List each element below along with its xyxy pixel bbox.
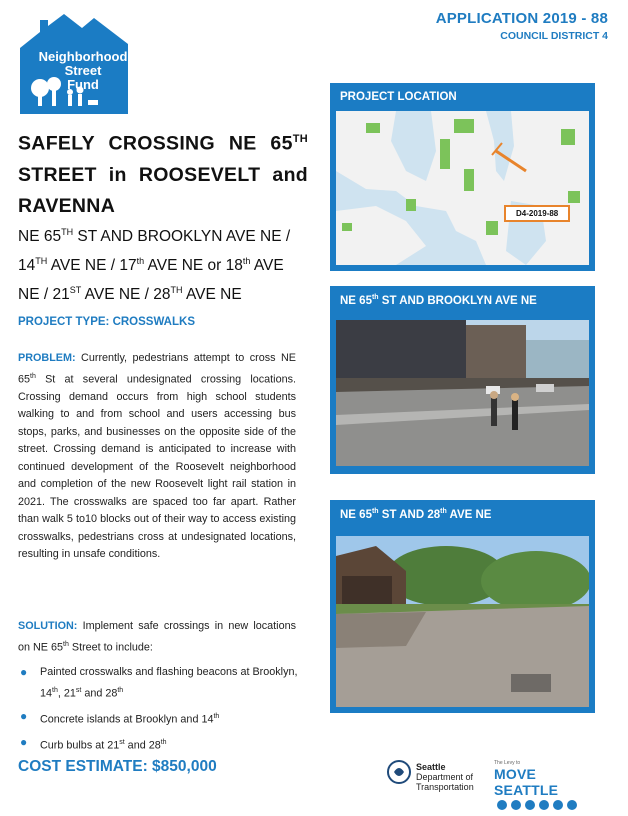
list-item — [18, 734, 298, 755]
list-item — [18, 708, 298, 729]
panel-title-sup: th — [440, 508, 447, 515]
project-type: PROJECT TYPE: CROSSWALKS — [18, 316, 195, 328]
bullet-sup: th — [52, 686, 58, 694]
bullet-sup: st — [119, 738, 125, 746]
solution-label: SOLUTION: — [18, 620, 78, 632]
loc-sup: ST — [69, 285, 82, 296]
loc-sup: TH — [35, 256, 48, 267]
panel-title-text: AVE NE — [446, 508, 492, 521]
loc-text: AVE NE — [182, 286, 242, 304]
street-photo-graphic — [336, 536, 589, 707]
solution-list — [18, 664, 298, 760]
panel-title: PROJECT LOCATION — [340, 91, 457, 103]
map-callout: D4-2019-88 — [504, 205, 570, 222]
bullet-text: Painted crosswalks and flashing beacons at Brooklyn, 14 — [40, 666, 298, 700]
loc-sup: TH — [170, 285, 183, 296]
solution-text: Street to include: — [68, 641, 153, 654]
panel-title-sup: th — [371, 508, 379, 515]
solution-paragraph — [18, 618, 296, 657]
problem-text: St at several undesignated crossing locations. Crossing demand occurs from high school students walking to and from school and users accessing bus stops, parks, and businesses on the opposite side of the street. Crossing demand is anticipated to increase with continued development of the Roosevelt neighborhood and completion of the new Roosevelt light rail station in 2021. The crosswalks are spaced too far apart. Rather than walk 5 to10 blocks out of their way to access existing crosswalks, pedestrians cross at undesignated locations, resulting in unsafe conditions. — [18, 373, 296, 561]
problem-sup: th — [30, 372, 36, 380]
loc-sup: TH — [61, 227, 74, 237]
28th-ave-street-photo — [336, 536, 589, 707]
loc-text: NE 65 — [18, 228, 62, 246]
bullet-icon: ● — [20, 734, 28, 749]
bullet-icon: ● — [20, 665, 28, 679]
neighborhood-street-fund-logo — [20, 14, 128, 114]
brooklyn-street-photo — [336, 320, 589, 466]
panel-title-text: ST AND 28 — [378, 508, 441, 521]
loc-text: AVE NE / 21 — [18, 257, 284, 304]
title-sup: TH — [292, 133, 308, 145]
sdot-seal-icon — [386, 758, 412, 788]
bullet-sup: st — [75, 686, 82, 694]
project-location-panel — [330, 83, 595, 271]
location-map — [336, 111, 589, 265]
sdot-text — [416, 762, 496, 792]
list-item — [18, 664, 298, 703]
bullet-text: and 28 — [124, 739, 161, 752]
panel-title — [340, 508, 491, 521]
loc-text: AVE NE / 17 — [47, 257, 137, 275]
bullet-text: Curb bulbs at 21 — [40, 739, 120, 752]
loc-text: AVE NE or 18 — [144, 257, 243, 275]
bullet-sup: th — [213, 712, 220, 720]
move-title: MOVE SEATTLE — [494, 766, 559, 798]
sdot-logo — [386, 758, 474, 793]
move-tagline: The Levy to — [494, 760, 521, 766]
loc-text: ST AND BROOKLYN AVE NE / 14 — [18, 228, 291, 275]
loc-sup: th — [242, 256, 251, 267]
panel-title-sup: th — [371, 294, 379, 301]
bullet-sup: th — [117, 686, 124, 694]
28th-ave-photo-panel — [330, 500, 595, 713]
project-locations — [18, 220, 308, 307]
bullet-text: and 28 — [81, 687, 118, 700]
bullet-text: , 21 — [57, 687, 76, 700]
brooklyn-photo-panel — [330, 286, 595, 474]
bullet-text: Concrete islands at Brooklyn and 14 — [40, 713, 214, 726]
bullet-sup: th — [160, 738, 167, 746]
solution-text: Implement safe crossings in new locations on NE 65 — [18, 620, 296, 654]
bullet-icon: ● — [20, 708, 28, 723]
move-seattle-logo — [494, 760, 594, 816]
panel-title-text: NE 65 — [340, 508, 372, 521]
panel-title-text: NE 65 — [340, 294, 372, 307]
solution-sup: th — [63, 640, 69, 648]
sdot-dept: Department of Transportation — [416, 772, 474, 792]
panel-title — [340, 294, 537, 307]
problem-label: PROBLEM: — [18, 352, 76, 364]
sdot-name: Seattle — [416, 762, 446, 772]
page-title — [18, 124, 308, 222]
title-text-1: SAFELY CROSSING NE 65 — [18, 132, 293, 155]
problem-text: Currently, pedestrians attempt to cross NE 65 — [18, 352, 296, 386]
application-number: APPLICATION 2019 - 88 — [435, 10, 608, 27]
cost-estimate: COST ESTIMATE: $850,000 — [18, 758, 217, 775]
council-district: COUNCIL DISTRICT 4 — [500, 30, 608, 42]
logo-text: Neighborhood Street Fund — [38, 49, 128, 92]
loc-sup: th — [136, 256, 145, 267]
panel-title-text: ST AND BROOKLYN AVE NE — [378, 294, 537, 307]
map-graphic — [336, 111, 589, 265]
street-photo-graphic — [336, 320, 589, 466]
problem-paragraph — [18, 350, 296, 564]
loc-text: AVE NE / 28 — [81, 286, 171, 304]
title-text-2: STREET in ROOSEVELT and RAVENNA — [18, 163, 308, 217]
